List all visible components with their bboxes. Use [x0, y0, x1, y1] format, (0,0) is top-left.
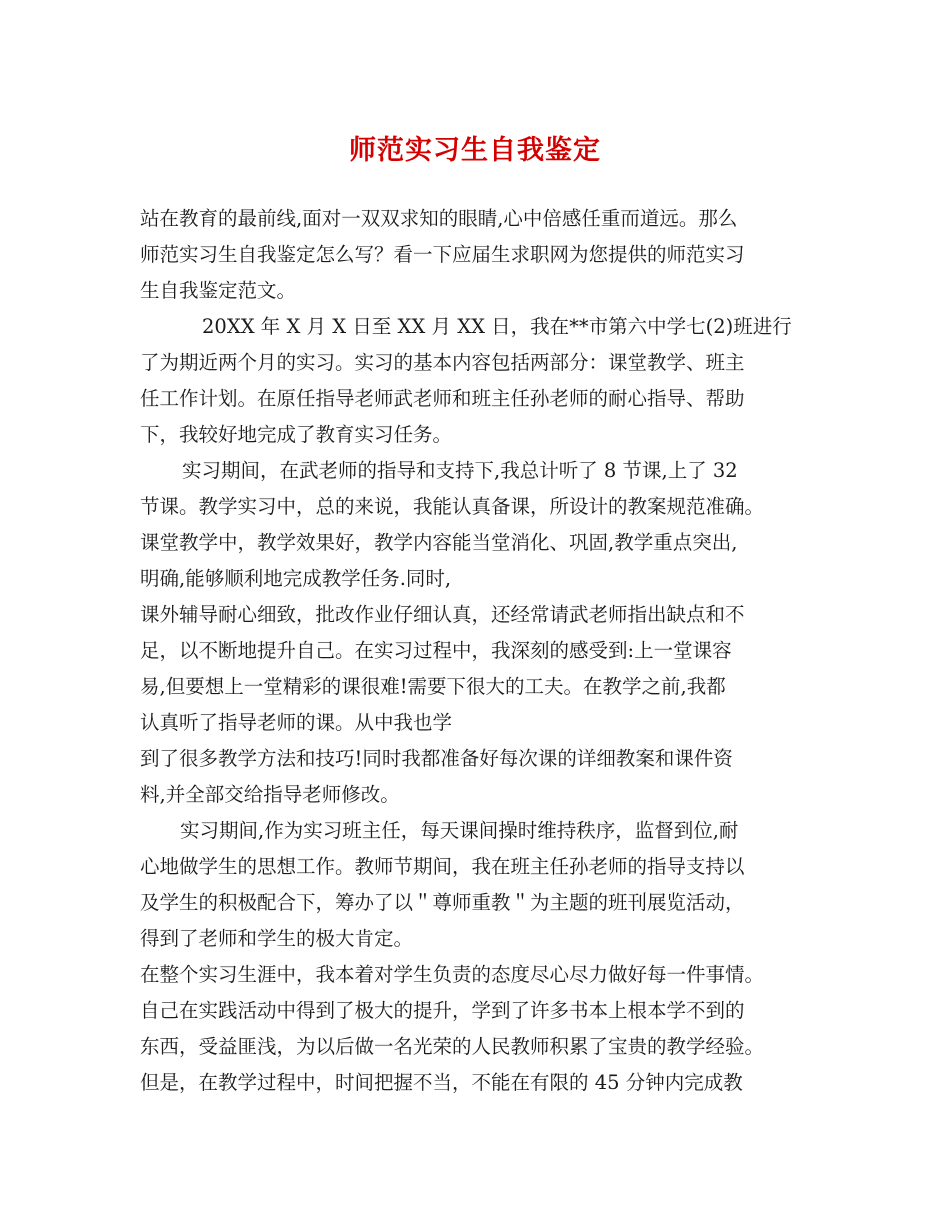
text-line: 课堂教学中，教学效果好，教学内容能当堂消化、巩固,教学重点突出, — [140, 531, 738, 554]
text-line: 到了很多教学方法和技巧!同时我都准备好每次课的详细教案和课件资 — [140, 747, 733, 770]
text-line: 料,并全部交给指导老师修改。 — [140, 783, 400, 806]
text-line: 实习期间，在武老师的指导和支持下,我总计听了 8 节课,上了 32 — [182, 459, 738, 482]
text-line: 师范实习生自我鉴定怎么写？看一下应届生求职网为您提供的师范实习 — [140, 243, 745, 266]
document-body — [140, 201, 830, 1101]
text-line: 站在教育的最前线,面对一双双求知的眼睛,心中倍感任重而道远。那么 — [140, 207, 738, 230]
text-line: 东西，受益匪浅，为以后做一名光荣的人民教师积累了宝贵的教学经验。 — [140, 1035, 765, 1058]
text-line: 自己在实践活动中得到了极大的提升，学到了许多书本上根本学不到的 — [140, 999, 745, 1022]
text-line: 心地做学生的思想工作。教师节期间，我在班主任孙老师的指导支持以 — [140, 855, 745, 878]
text-line: 生自我鉴定范文。 — [140, 279, 297, 302]
text-line: 实习期间,作为实习班主任，每天课间操时维持秩序，监督到位,耐 — [180, 819, 739, 842]
text-line: 及学生的积极配合下，筹办了以＂尊师重教＂为主题的班刊展览活动， — [140, 891, 745, 914]
text-line: 下，我较好地完成了教育实习任务。 — [140, 423, 453, 446]
text-line: 20XX 年 X 月 X 日至 XX 月 XX 日，我在**市第六中学七(2)班进行 — [202, 315, 792, 338]
text-line: 明确,能够顺利地完成教学任务.同时, — [140, 567, 452, 590]
text-line: 任工作计划。在原任指导老师武老师和班主任孙老师的耐心指导、帮助 — [140, 387, 745, 410]
text-line: 易,但要想上一堂精彩的课很难!需要下很大的工夫。在教学之前,我都 — [140, 675, 726, 698]
text-line: 但是，在教学过程中，时间把握不当，不能在有限的 45 分钟内完成教 — [140, 1071, 743, 1094]
text-line: 节课。教学实习中，总的来说，我能认真备课，所设计的教案规范准确。 — [140, 495, 765, 518]
text-line: 课外辅导耐心细致，批改作业仔细认真，还经常请武老师指出缺点和不 — [140, 603, 745, 626]
text-line: 了为期近两个月的实习。实习的基本内容包括两部分：课堂教学、班主 — [140, 351, 745, 374]
text-line: 足，以不断地提升自己。在实习过程中，我深刻的感受到:上一堂课容 — [140, 639, 732, 662]
document-title: 师范实习生自我鉴定 — [349, 135, 601, 166]
text-line: 在整个实习生涯中，我本着对学生负责的态度尽心尽力做好每一件事情。 — [140, 963, 765, 986]
text-line: 认真听了指导老师的课。从中我也学 — [140, 711, 453, 734]
text-line: 得到了老师和学生的极大肯定。 — [140, 927, 414, 950]
